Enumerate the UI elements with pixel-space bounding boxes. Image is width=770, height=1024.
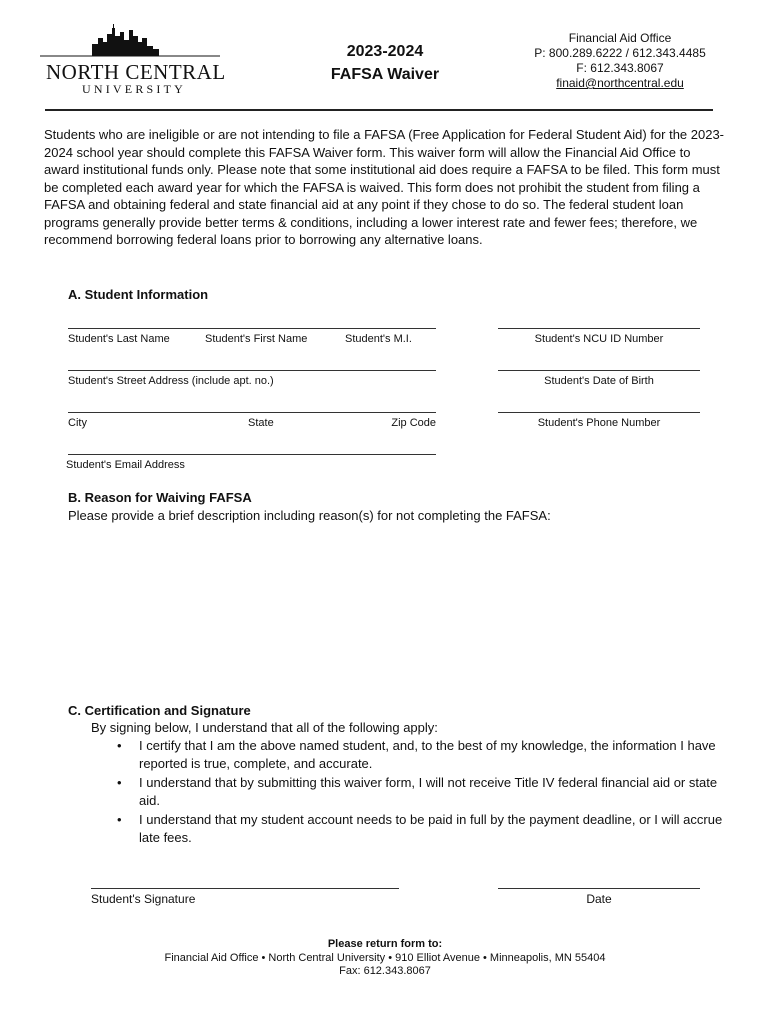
name-field-line[interactable] bbox=[68, 328, 436, 329]
ncu-id-field-line[interactable] bbox=[498, 328, 700, 329]
logo-subtitle: UNIVERSITY bbox=[82, 82, 186, 96]
state-label: State bbox=[248, 417, 274, 429]
footer-address: Financial Aid Office • North Central University • 910 Elliot Avenue • Minneapolis, MN 55404 bbox=[164, 952, 606, 964]
zip-label: Zip Code bbox=[391, 417, 436, 429]
ncu-id-label: Student's NCU ID Number bbox=[534, 333, 664, 345]
header-divider bbox=[45, 109, 713, 111]
date-label: Date bbox=[586, 892, 612, 906]
first-name-label: Student's First Name bbox=[205, 333, 308, 345]
email-field-line[interactable] bbox=[68, 454, 436, 455]
dob-label: Student's Date of Birth bbox=[544, 375, 654, 387]
office-name: Financial Aid Office bbox=[568, 31, 672, 45]
signature-label: Student's Signature bbox=[91, 892, 196, 906]
certification-list bbox=[115, 737, 727, 848]
certification-intro: By signing below, I understand that all of the following apply: bbox=[91, 720, 438, 735]
intro-paragraph: Students who are ineligible or are not intending to file a FAFSA (Free Application for Federal Student Aid) for the 2023-2024 school year should complete this FAFSA Waiver form. This waiver form will allow the Financial Aid Office to award institutional funds only. Please note that some institutional aid does require a FAFSA to be filed. This form must be completed each award year for which the FAFSA is waived. This form does not prohibit the student from filing a FAFSA and obtaining federal and state financial aid at any point if they chose to do so. The federal student loan programs generally provide better terms & conditions, including a lower interest rate and fewer fees; therefore, we recommend borrowing federal loans prior to borrowing any alternative loans. bbox=[44, 127, 725, 247]
address-field-line[interactable] bbox=[68, 370, 436, 371]
list-item: • I understand that my student account needs to be paid in full by the payment deadline, or I will accrue late fees. bbox=[117, 812, 723, 845]
office-fax: F: 612.343.8067 bbox=[576, 61, 664, 75]
office-email-link[interactable]: finaid@northcentral.edu bbox=[556, 76, 684, 90]
logo-wordmark: NORTH CENTRAL bbox=[46, 60, 226, 84]
skyline-logo-icon bbox=[40, 24, 220, 58]
footer-fax: Fax: 612.343.8067 bbox=[339, 965, 431, 977]
section-c-heading: C. Certification and Signature bbox=[68, 703, 251, 718]
bullet-icon: • bbox=[117, 812, 122, 827]
date-field-line[interactable] bbox=[498, 888, 700, 889]
bullet-icon: • bbox=[117, 775, 122, 790]
city-state-zip-field-line[interactable] bbox=[68, 412, 436, 413]
bullet-icon: • bbox=[117, 738, 122, 753]
email-label: Student's Email Address bbox=[66, 459, 185, 471]
section-a-heading: A. Student Information bbox=[68, 287, 209, 302]
document-title: FAFSA Waiver bbox=[330, 66, 440, 83]
signature-field-line[interactable] bbox=[91, 888, 399, 889]
phone-label: Student's Phone Number bbox=[537, 417, 661, 429]
reason-response-area[interactable] bbox=[68, 530, 718, 690]
footer-heading: Please return form to: bbox=[327, 938, 443, 950]
address-label: Student's Street Address (include apt. no.) bbox=[68, 375, 274, 387]
city-label: City bbox=[68, 417, 87, 429]
dob-field-line[interactable] bbox=[498, 370, 700, 371]
list-item: • I understand that by submitting this waiver form, I will not receive Title IV federal financial aid or state aid. bbox=[117, 775, 718, 808]
document-year: 2023-2024 bbox=[346, 43, 424, 60]
phone-field-line[interactable] bbox=[498, 412, 700, 413]
list-item: • I certify that I am the above named student, and, to the best of my knowledge, the information I have reported is true, complete, and accurate. bbox=[117, 738, 716, 771]
middle-initial-label: Student's M.I. bbox=[345, 333, 412, 345]
last-name-label: Student's Last Name bbox=[68, 333, 170, 345]
office-phone: P: 800.289.6222 / 612.343.4485 bbox=[534, 46, 706, 60]
reason-prompt: Please provide a brief description including reason(s) for not completing the FAFSA: bbox=[68, 508, 551, 523]
section-b-heading: B. Reason for Waiving FAFSA bbox=[68, 490, 252, 505]
